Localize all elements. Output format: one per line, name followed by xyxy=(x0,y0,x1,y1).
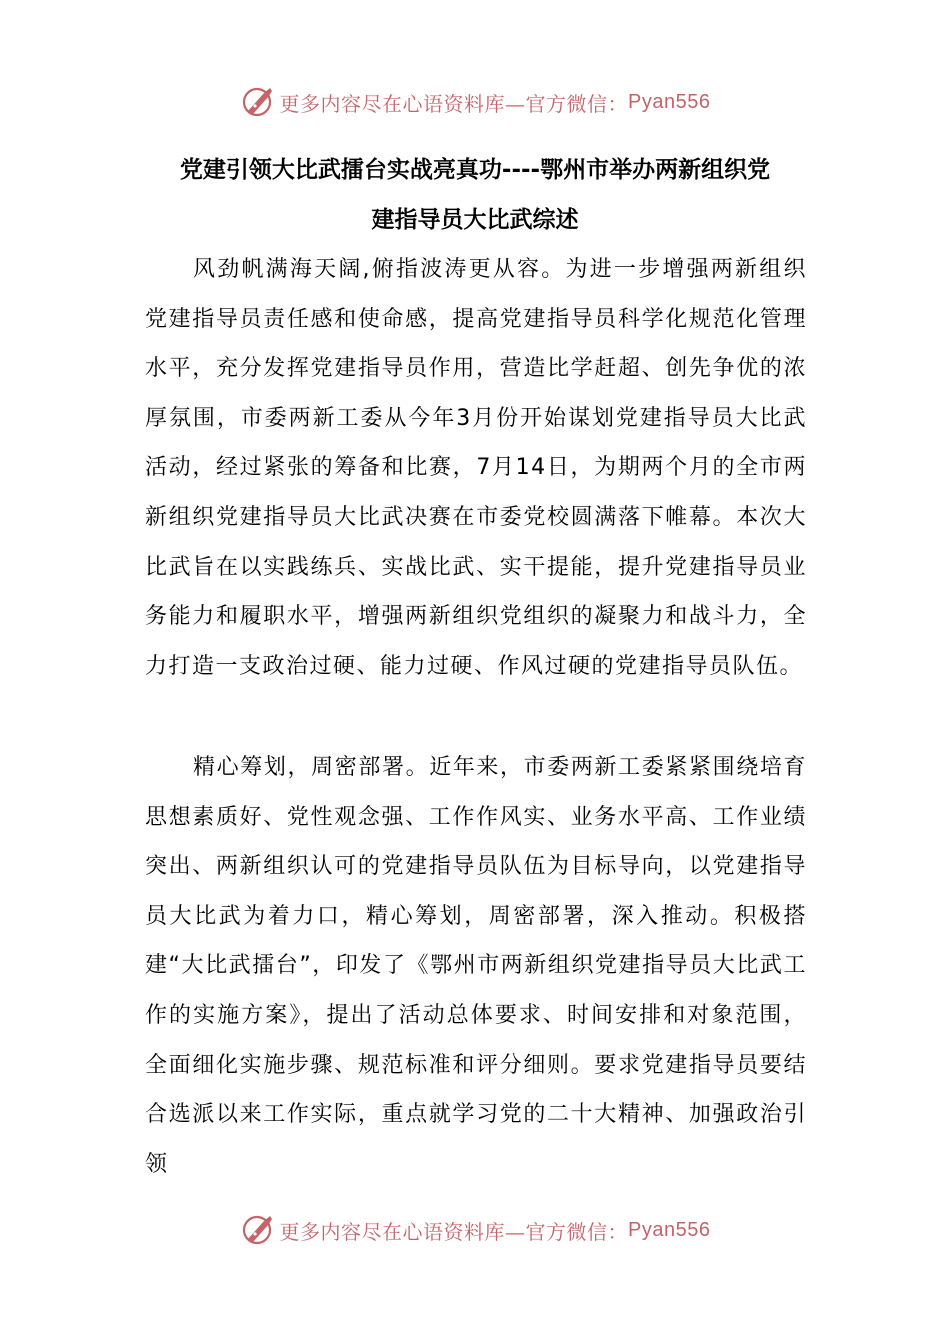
body-paragraph: 风劲帆满海天阔,俯指波涛更从容。为进一步增强两新组织党建指导员责任感和使命感，提高党建指导员科学化规范化管理水平，充分发挥党建指导员作用，营造比学赶超、创先争优的浓厚氛围，市委两新工委从今年3月份开始谋划党建指导员大比武活动，经过紧张的筹备和比赛，7月14日，为期两个月的全市两新组织党建指导员大比武决赛在市委党校圆满落下帷幕。本次大比武旨在以实践练兵、实战比武、实干提能，提升党建指导员业务能力和履职水平，增强两新组织党组织的凝聚力和战斗力，全力打造一支政治过硬、能力过硬、作风过硬的党建指导员队伍。 xyxy=(145,257,807,679)
pen-nib-logo-icon xyxy=(240,1212,276,1248)
pen-nib-logo-icon xyxy=(240,84,276,120)
watermark-text: 更多内容尽在心语资料库—官方微信： xyxy=(279,1219,629,1244)
watermark-wechat-id: Pyan556 xyxy=(628,90,711,113)
document-title-line-1: 党建引领大比武擂台实战亮真功----鄂州市举办两新组织党 xyxy=(179,157,771,183)
document-title-line-2: 建指导员大比武综述 xyxy=(371,207,579,233)
watermark-wechat-id: Pyan556 xyxy=(628,1218,711,1241)
footer-watermark-banner xyxy=(0,1210,950,1250)
watermark-text: 更多内容尽在心语资料库—官方微信： xyxy=(279,91,629,116)
header-watermark-banner xyxy=(0,82,950,122)
body-paragraph: 精心筹划，周密部署。近年来，市委两新工委紧紧围绕培育思想素质好、党性观念强、工作作风实、业务水平高、工作业绩突出、两新组织认可的党建指导员队伍为目标导向，以党建指导员大比武为着力口，精心筹划，周密部署，深入推动。积极搭建“大比武擂台”，印发了《鄂州市两新组织党建指导员大比武工作的实施方案》，提出了活动总体要求、时间安排和对象范围，全面细化实施步骤、规范标准和评分细则。要求党建指导员要结合选派以来工作实际，重点就学习党的二十大精神、加强政治引领 xyxy=(145,755,807,1177)
